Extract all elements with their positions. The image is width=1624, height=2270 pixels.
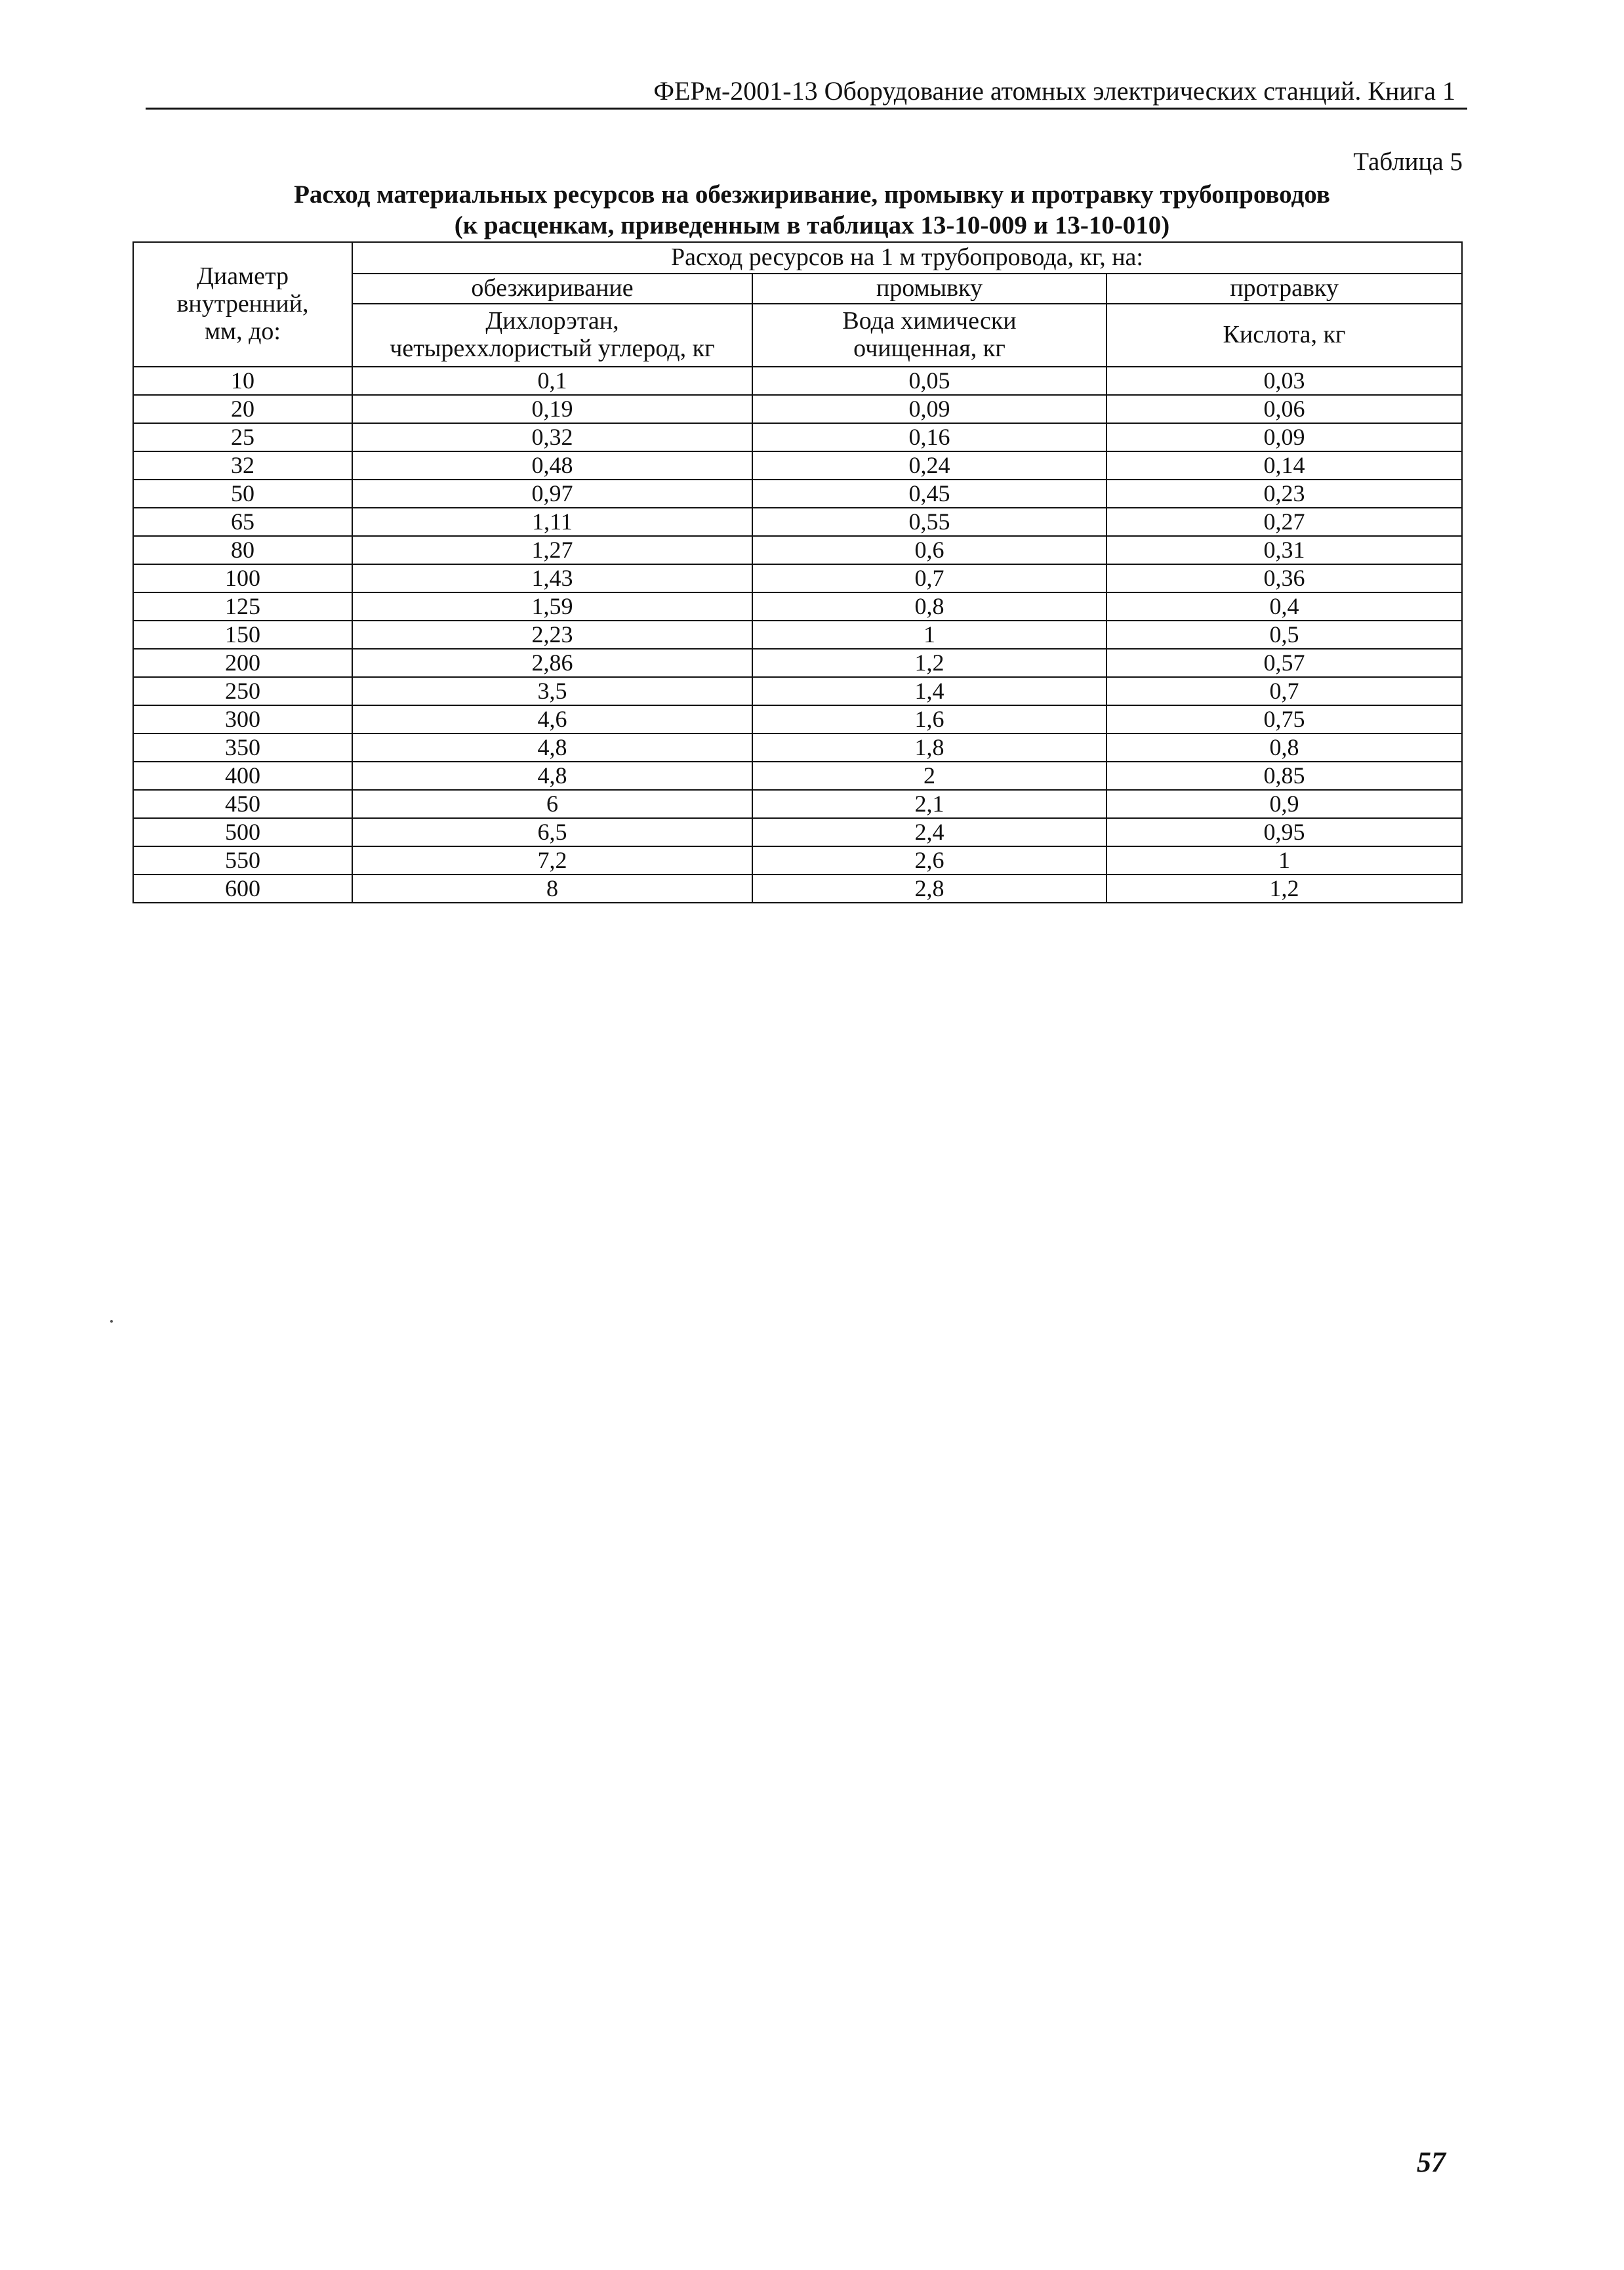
cell-diameter: 550 xyxy=(133,846,352,875)
cell-acid: 0,31 xyxy=(1106,536,1462,564)
table-row xyxy=(133,508,1462,536)
cell-diameter: 400 xyxy=(133,762,352,790)
table-row xyxy=(133,875,1462,903)
group-pickling: протравку xyxy=(1106,274,1462,304)
subheader-acid xyxy=(1106,304,1462,367)
table-title-line-2: (к расценкам, приведенным в таблицах 13-10-009 и 13-10-010) xyxy=(454,211,1170,239)
table-row xyxy=(133,423,1462,451)
cell-acid: 1,2 xyxy=(1106,875,1462,903)
page-header xyxy=(146,71,1467,110)
table-row xyxy=(133,592,1462,621)
cell-diameter: 20 xyxy=(133,395,352,423)
cell-water: 0,8 xyxy=(752,592,1106,621)
cell-acid: 0,06 xyxy=(1106,395,1462,423)
cell-solvent: 0,48 xyxy=(352,451,752,480)
cell-diameter: 450 xyxy=(133,790,352,818)
cell-acid: 0,36 xyxy=(1106,564,1462,592)
cell-water: 1,8 xyxy=(752,733,1106,762)
cell-acid: 0,85 xyxy=(1106,762,1462,790)
cell-solvent: 8 xyxy=(352,875,752,903)
subheader-solvent xyxy=(352,304,752,367)
cell-water: 2 xyxy=(752,762,1106,790)
table-row xyxy=(133,762,1462,790)
cell-solvent: 2,23 xyxy=(352,621,752,649)
cell-water: 1,2 xyxy=(752,649,1106,677)
cell-diameter: 65 xyxy=(133,508,352,536)
table-row xyxy=(133,395,1462,423)
table-title-line-1: Расход материальных ресурсов на обезжиривание, промывку и протравку трубопроводов xyxy=(294,180,1330,209)
cell-water: 2,1 xyxy=(752,790,1106,818)
diameter-header-line: мм, до: xyxy=(205,317,281,345)
cell-water: 0,55 xyxy=(752,508,1106,536)
cell-solvent: 4,6 xyxy=(352,705,752,733)
table-row xyxy=(133,846,1462,875)
cell-solvent: 3,5 xyxy=(352,677,752,705)
cell-solvent: 1,59 xyxy=(352,592,752,621)
cell-diameter: 250 xyxy=(133,677,352,705)
table-row xyxy=(133,818,1462,846)
diameter-header-line: внутренний, xyxy=(176,290,309,318)
subheader-solvent-line: четыреххлористый углерод, кг xyxy=(390,335,715,362)
cell-diameter: 125 xyxy=(133,592,352,621)
table-row xyxy=(133,367,1462,395)
cell-acid: 0,8 xyxy=(1106,733,1462,762)
cell-solvent: 6,5 xyxy=(352,818,752,846)
table-row xyxy=(133,536,1462,564)
diameter-header xyxy=(133,242,352,367)
cell-diameter: 350 xyxy=(133,733,352,762)
group-degreasing: обезжиривание xyxy=(352,274,752,304)
cell-diameter: 100 xyxy=(133,564,352,592)
cell-water: 2,8 xyxy=(752,875,1106,903)
cell-acid: 0,23 xyxy=(1106,480,1462,508)
cell-solvent: 6 xyxy=(352,790,752,818)
cell-diameter: 25 xyxy=(133,423,352,451)
cell-acid: 0,14 xyxy=(1106,451,1462,480)
cell-diameter: 150 xyxy=(133,621,352,649)
table-row xyxy=(133,733,1462,762)
cell-diameter: 300 xyxy=(133,705,352,733)
cell-acid: 0,95 xyxy=(1106,818,1462,846)
consumption-header: Расход ресурсов на 1 м трубопровода, кг, на: xyxy=(352,242,1462,274)
cell-acid: 0,09 xyxy=(1106,423,1462,451)
table-row xyxy=(133,790,1462,818)
cell-solvent: 1,43 xyxy=(352,564,752,592)
cell-water: 0,45 xyxy=(752,480,1106,508)
group-flushing: промывку xyxy=(752,274,1106,304)
cell-water: 1 xyxy=(752,621,1106,649)
cell-water: 0,05 xyxy=(752,367,1106,395)
cell-solvent: 4,8 xyxy=(352,762,752,790)
cell-solvent: 1,27 xyxy=(352,536,752,564)
diameter-header-line: Диаметр xyxy=(196,262,289,291)
cell-water: 1,6 xyxy=(752,705,1106,733)
cell-diameter: 600 xyxy=(133,875,352,903)
cell-acid: 1 xyxy=(1106,846,1462,875)
table-row xyxy=(133,451,1462,480)
cell-diameter: 10 xyxy=(133,367,352,395)
table-row xyxy=(133,621,1462,649)
table-row xyxy=(133,705,1462,733)
table-row xyxy=(133,564,1462,592)
cell-water: 0,16 xyxy=(752,423,1106,451)
subheader-acid-line: Кислота, кг xyxy=(1223,321,1346,349)
page-number: 57 xyxy=(1417,2146,1446,2178)
cell-water: 1,4 xyxy=(752,677,1106,705)
cell-acid: 0,5 xyxy=(1106,621,1462,649)
cell-water: 0,09 xyxy=(752,395,1106,423)
cell-water: 0,7 xyxy=(752,564,1106,592)
cell-acid: 0,7 xyxy=(1106,677,1462,705)
table-row xyxy=(133,649,1462,677)
table-row xyxy=(133,677,1462,705)
cell-acid: 0,57 xyxy=(1106,649,1462,677)
cell-diameter: 80 xyxy=(133,536,352,564)
cell-water: 0,24 xyxy=(752,451,1106,480)
cell-solvent: 0,19 xyxy=(352,395,752,423)
cell-solvent: 0,32 xyxy=(352,423,752,451)
cell-diameter: 200 xyxy=(133,649,352,677)
subheader-solvent-line: Дихлорэтан, xyxy=(485,307,619,335)
table-row xyxy=(133,480,1462,508)
cell-solvent: 0,97 xyxy=(352,480,752,508)
cell-solvent: 1,11 xyxy=(352,508,752,536)
table-label: Таблица 5 xyxy=(1353,148,1463,176)
cell-acid: 0,9 xyxy=(1106,790,1462,818)
cell-solvent: 7,2 xyxy=(352,846,752,875)
consumption-table xyxy=(132,241,1463,903)
cell-water: 2,4 xyxy=(752,818,1106,846)
stray-dot xyxy=(110,1320,113,1323)
cell-water: 0,6 xyxy=(752,536,1106,564)
cell-acid: 0,27 xyxy=(1106,508,1462,536)
table-body xyxy=(133,367,1462,903)
cell-water: 2,6 xyxy=(752,846,1106,875)
cell-acid: 0,03 xyxy=(1106,367,1462,395)
subheader-water xyxy=(752,304,1106,367)
cell-acid: 0,4 xyxy=(1106,592,1462,621)
subheader-water-line: Вода химически xyxy=(842,307,1017,335)
cell-solvent: 0,1 xyxy=(352,367,752,395)
cell-acid: 0,75 xyxy=(1106,705,1462,733)
subheader-water-line: очищенная, кг xyxy=(853,335,1005,362)
cell-diameter: 500 xyxy=(133,818,352,846)
cell-solvent: 2,86 xyxy=(352,649,752,677)
cell-diameter: 32 xyxy=(133,451,352,480)
cell-diameter: 50 xyxy=(133,480,352,508)
table-header xyxy=(133,242,1462,367)
cell-solvent: 4,8 xyxy=(352,733,752,762)
header-text: ФЕРм-2001-13 Оборудование атомных электрических станций. Книга 1 xyxy=(653,76,1455,106)
